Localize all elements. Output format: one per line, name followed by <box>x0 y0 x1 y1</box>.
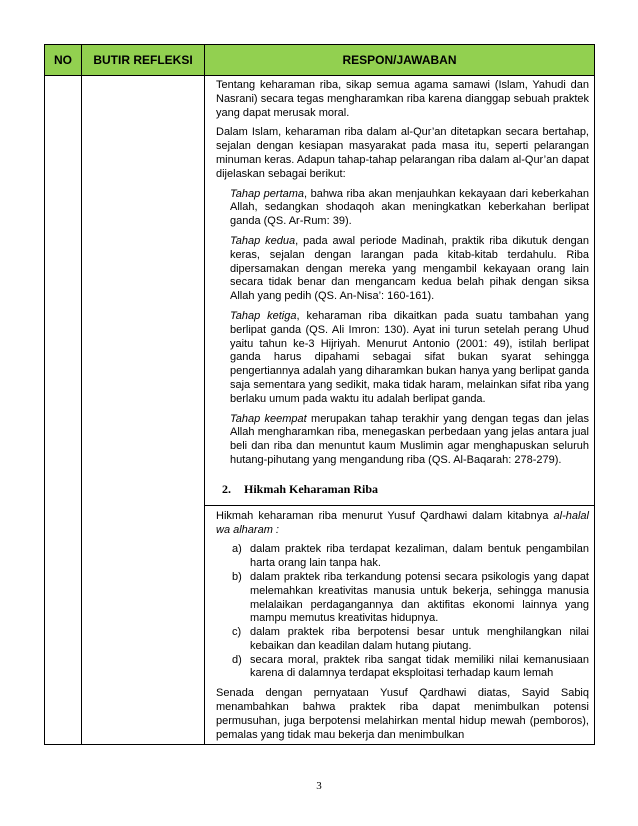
list-marker: c) <box>232 626 242 639</box>
page-number: 3 <box>316 780 322 792</box>
list-marker: d) <box>232 653 242 666</box>
list-item-text: dalam praktek riba terdapat kezaliman, dalam bentuk pengambilan harta orang lain tanpa hak. <box>250 543 589 570</box>
section-title: Hikmah Keharaman Riba <box>244 481 379 496</box>
list-item <box>216 571 589 626</box>
stage-text: merupakan tahap terakhir yang dengan tegas dan jelas Allah mengharamkan riba, menegaskan perbedaan yang jelas antara jual beli dan riba dan menuntut kaum Muslimin agar menghapuskan seluruh hutang-pihutang yang mengandung riba (QS. Al-Baqarah: 278-279). <box>230 412 589 466</box>
cell-butir <box>82 76 205 745</box>
list-item-text: dalam praktek riba terkandung potensi secara psikologis yang dapat melemahkan kreativitas manusia untuk bekerja, sehingga manusia melalaikan perdagangannya dan aktifitas ekonomi lainnya yang mampu memutus kreativitas hidupnya. <box>250 570 589 625</box>
header-butir-refleksi: BUTIR REFLEKSI <box>82 45 205 76</box>
stage-paragraph-1 <box>230 188 589 229</box>
stage-label: Tahap kedua <box>230 234 296 247</box>
table-header-row <box>45 45 595 76</box>
closing-paragraph: Senada dengan pernyataan Yusuf Qardhawi diatas, Sayid Sabiq menambahkan bahwa praktek riba dapat menimbulkan potensi permusuhan, juga berpotensi melahirkan mental hidup mewah (pemboros), pemalas yang tidak mau bekerja dan menimbulkan <box>216 687 589 741</box>
list-marker: b) <box>232 570 242 583</box>
list-item-text: secara moral, praktek riba sangat tidak memiliki nilai kemanusiaan karena di dalamnya terdapat eksploitasi terhadap kaum lemah <box>250 653 589 680</box>
table-row <box>45 76 595 745</box>
stage-paragraph-4 <box>230 413 589 468</box>
header-no: NO <box>45 45 82 76</box>
section-number: 2. <box>222 481 231 496</box>
stage-text: , pada awal periode Madinah, praktik riba dikutuk dengan keras, sejalan dengan larangan pada kitab-kitab terdahulu. Riba dipersamakan dengan mereka yang mengambil kekayaan orang lain secara tidak benar dan mengancam kedua belah pihak dengan siksa Allah yang pedih (QS. An-Nisa’: 160-161). <box>230 234 589 303</box>
stage-paragraph-2 <box>230 235 589 304</box>
stage-label: Tahap keempat <box>230 412 307 425</box>
stage-paragraph-3 <box>230 310 589 407</box>
list-item <box>216 543 589 571</box>
hikmah-list <box>216 543 589 681</box>
stage-label: Tahap ketiga <box>230 309 297 322</box>
list-item-text: dalam praktek riba berpotensi besar untuk menghilangkan nilai kebaikan dan keadilan dalam hutang piutang. <box>250 626 589 652</box>
header-respon-jawaban: RESPON/JAWABAN <box>205 45 595 76</box>
cell-respon <box>205 76 595 745</box>
hikmah-intro-paragraph <box>216 510 589 538</box>
section-divider <box>205 505 594 506</box>
cell-no <box>45 76 82 745</box>
hikmah-intro-tail: : <box>272 523 279 536</box>
list-marker: a) <box>232 543 242 556</box>
stage-text: , keharaman riba dikaitkan pada suatu tambahan yang berlipat ganda (QS. Ali Imron: 130). Ayat ini turun setelah perang Uhud yaitu tahun ke-3 Hijriyah. Menurut Antonio (2001: 49), istilah berlipat ganda harus dipahami sebagai sifat bukan syarat sehingga pengertiannya adalah yang diharamkan bukan hanya yang berlipat ganda saja sementara yang sedikit, maka tidak haram, melainkan sifat riba yang berlaku umum pada waktu itu adalah berlipat ganda. <box>230 309 589 405</box>
hikmah-book-title: al-halal wa alharam <box>216 509 589 536</box>
reflection-table <box>44 44 595 745</box>
hikmah-intro-text: Hikmah keharaman riba menurut Yusuf Qardhawi dalam kitabnya <box>216 509 554 522</box>
intro-paragraph: Tentang keharaman riba, sikap semua agama samawi (Islam, Yahudi dan Nasrani) secara tegas mengharamkan riba karena dianggap sebuah praktek yang dapat merusak moral. <box>216 79 589 119</box>
islam-paragraph: Dalam Islam, keharaman riba dalam al-Qur’an ditetapkan secara bertahap, sejalan dengan kesiapan masyarakat pada masa itu, seperti pelarangan minuman keras. Adapun tahap-tahap pelarangan riba dalam al-Qur’an dapat dijelaskan sebagai berikut: <box>216 126 589 180</box>
stage-label: Tahap pertama <box>230 187 305 200</box>
list-item <box>216 626 589 654</box>
section-heading <box>222 482 589 497</box>
list-item <box>216 654 589 682</box>
stage-text: , bahwa riba akan menjauhkan kekayaan dari keberkahan Allah, sedangkan shodaqoh akan meningkatkan keberkahan berlipat ganda (QS. Ar-Rum: 39). <box>230 187 589 228</box>
